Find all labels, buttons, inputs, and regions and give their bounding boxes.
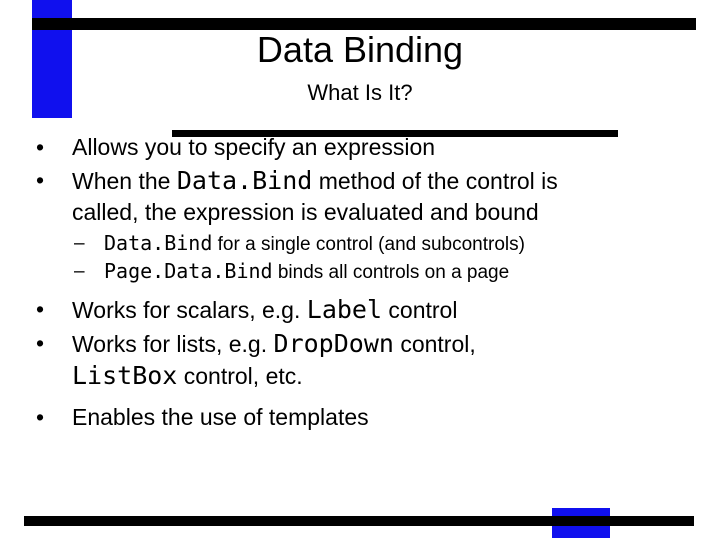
bullet-marker: • [35, 404, 45, 430]
bottom-rule [24, 516, 694, 526]
bullet-text: control, etc. [177, 363, 303, 389]
sub-bullet-text: for a single control (and subcontrols) [212, 234, 525, 255]
slide-body [30, 132, 700, 435]
bullet-text: control, [393, 331, 476, 357]
sub-bullet-marker: – [74, 233, 85, 254]
bullet-marker: • [35, 167, 45, 193]
sub-bullet-text: binds all controls on a page [272, 262, 510, 283]
bullet-1 [30, 132, 700, 163]
code-term: Data.Bind [104, 231, 213, 255]
bullet-marker: • [35, 330, 45, 356]
bullet-marker: • [35, 134, 45, 160]
bullet-text: Enables the use of templates [72, 404, 369, 430]
bullet-text: When the [72, 168, 177, 194]
bullet-text: Allows you to specify an expression [72, 134, 436, 160]
bullet-3 [30, 294, 700, 326]
code-term: Data.Bind [176, 166, 313, 195]
code-term: Label [306, 295, 383, 324]
bullet-4 [30, 328, 700, 392]
sub-bullet-2 [30, 258, 700, 286]
bullet-text: control [382, 297, 458, 323]
bullet-text: Works for scalars, e.g. [72, 297, 307, 323]
bullet-text: Works for lists, e.g. [72, 331, 274, 357]
sub-bullet-marker: – [74, 261, 85, 282]
bullet-5 [30, 402, 700, 433]
code-term: DropDown [273, 329, 394, 358]
code-term: ListBox [72, 361, 178, 390]
slide-title: Data Binding [256, 29, 464, 70]
sub-bullet-1 [30, 230, 700, 258]
bullet-marker: • [35, 296, 45, 322]
bullet-text: method of the control is [312, 168, 558, 194]
slide-subtitle: What Is It? [307, 80, 413, 105]
code-term: Page.Data.Bind [104, 259, 273, 283]
bullet-2 [30, 165, 700, 228]
bullet-text: called, the expression is evaluated and bound [72, 199, 539, 225]
